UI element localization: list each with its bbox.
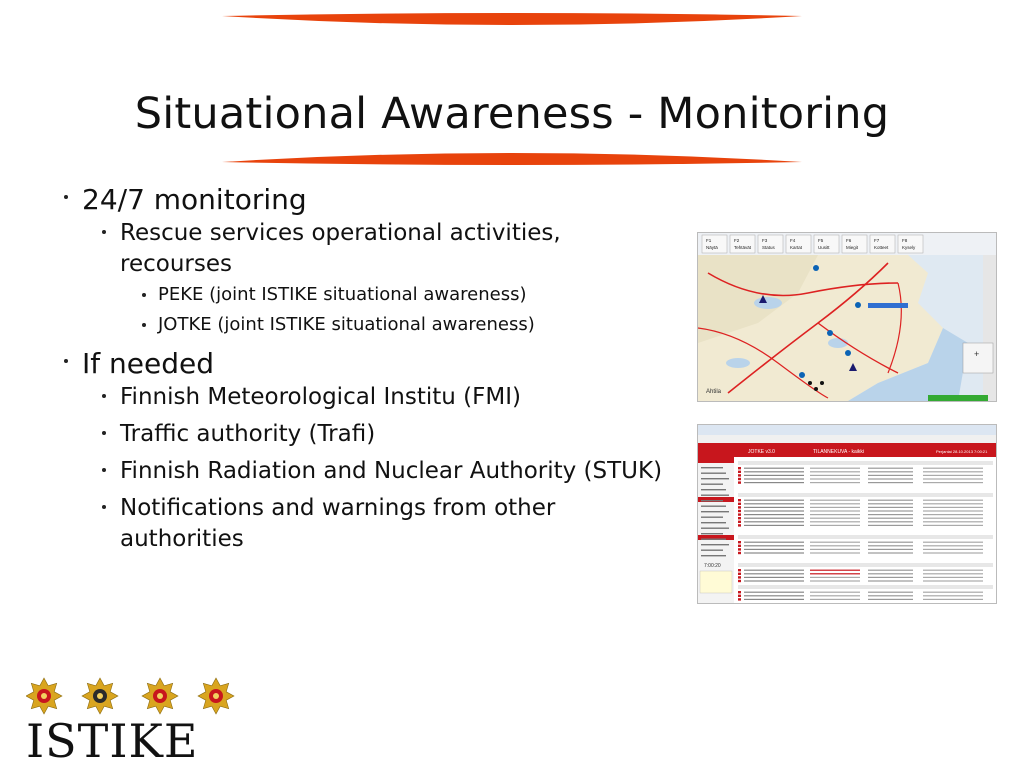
bullet-dot-icon <box>102 431 106 435</box>
bullet-list <box>58 182 678 555</box>
bullet-trafi: Traffic authority (Trafi) <box>58 419 678 450</box>
bullet-dot-icon <box>102 468 106 472</box>
bullet-dot-icon <box>142 293 146 297</box>
bullet-if-needed: If needed <box>58 346 678 382</box>
bullet-fmi: Finnish Meteorological Institu (FMI) <box>58 382 678 413</box>
map-toolbar-label: F2 <box>734 238 740 243</box>
top-swoosh <box>222 12 802 26</box>
svg-text:+: + <box>974 349 980 359</box>
map-toolbar-label: Tehtävät <box>734 245 752 250</box>
bullet-dot-icon <box>142 323 146 327</box>
bottom-swoosh <box>222 152 802 166</box>
map-screenshot <box>697 232 997 402</box>
map-toolbar-label: Kartat <box>790 245 803 250</box>
bullet-stuk: Finnish Radiation and Nuclear Authority (STUK) <box>58 456 678 487</box>
slide-title: Situational Awareness - Monitoring <box>134 89 890 139</box>
map-toolbar-label: F1 <box>706 238 712 243</box>
bullet-dot-icon <box>102 505 106 509</box>
map-toolbar-label: F8 <box>902 238 908 243</box>
bullet-jotke: JOTKE (joint ISTIKE situational awareness) <box>58 310 678 340</box>
map-city-label: Ahtila <box>706 389 722 395</box>
bullet-monitoring: 24/7 monitoring <box>58 182 678 218</box>
map-toolbar-label: Status <box>762 245 775 250</box>
istike-logo-text: ISTIKE <box>26 714 199 768</box>
system-date: Perjantai 28.10.2013 7:00:21 <box>936 449 988 454</box>
bullet-dot-icon <box>102 394 106 398</box>
map-toolbar-label: F6 <box>846 238 852 243</box>
map-toolbar-label: Uusitt <box>818 245 830 250</box>
emblem-core-icon <box>157 693 163 699</box>
emblem-core-icon <box>41 693 47 699</box>
system-status-title: TILANNEKUVA - kaikki <box>813 449 865 455</box>
bullet-notifications: Notifications and warnings from other authorities <box>58 493 678 555</box>
map-toolbar-label: Kysely <box>902 245 916 250</box>
map-toolbar-label: F4 <box>790 238 796 243</box>
system-screenshot <box>697 424 997 604</box>
bullet-rescue-services: Rescue services operational activities, recourses <box>58 218 678 280</box>
bullet-dot-icon <box>64 195 68 199</box>
map-toolbar-label: F5 <box>818 238 824 243</box>
map-toolbar-label: F7 <box>874 238 880 243</box>
emblem-core-icon <box>97 693 103 699</box>
map-toolbar-label: Kotteet <box>874 245 889 250</box>
bullet-dot-icon <box>64 359 68 363</box>
map-toolbar-label: Näytä <box>706 245 718 250</box>
system-app-title: JOTKE v3.0 <box>748 449 775 455</box>
bullet-peke: PEKE (joint ISTIKE situational awareness) <box>58 280 678 310</box>
bullet-dot-icon <box>102 230 106 234</box>
map-toolbar-label: F3 <box>762 238 768 243</box>
map-toolbar-label: Miegit <box>846 245 859 250</box>
system-clock: 7:00:20 <box>704 563 721 569</box>
emblem-core-icon <box>213 693 219 699</box>
